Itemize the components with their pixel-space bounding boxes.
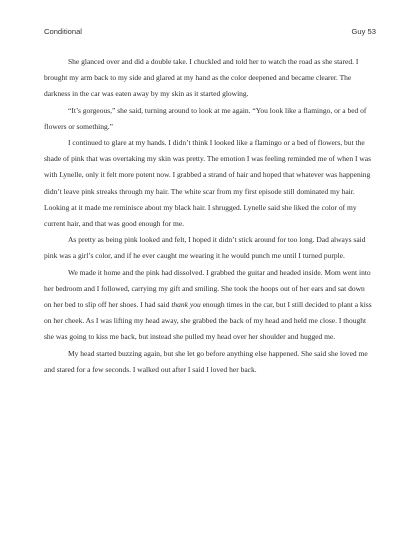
paragraph: She glanced over and did a double take. I chuckled and told her to watch the road as she stared. I brought my arm back to my side and glared at my hand as the color deepened and became clearer. The darkness in the car was eaten away by my skin as it started glowing. [44,57,359,99]
paragraph: As pretty as being pink looked and felt, I hoped it didn’t stick around for too long. Dad always said pink was a girl’s color, and if he ever caught me wearing it he would punch me until I turned purple. [44,235,366,261]
paragraph-text: We made it home and the pink had dissolved. I grabbed the guitar and headed inside. Mom went into her bedroom and I followed, carrying my gift and smiling. She took the hoops out of her ears and sat down on her bed to slip off her shoes. I had said [44,267,371,310]
paragraph: My head started buzzing again, but she let go before anything else happened. She said she loved me and stared for a few seconds. I walked out after I said I loved her back. [44,348,368,374]
manuscript-body [44,54,374,378]
header-title: Conditional [44,27,82,36]
emphasized-text: thank you [171,300,201,310]
paragraph: “It’s gorgeous,” she said, turning around to look at me again. “You look like a flamingo, or a bed of flowers or something.” [44,105,367,131]
paragraph [44,265,374,346]
header-page-number: Guy 53 [351,27,376,36]
paragraph: I continued to glare at my hands. I didn’t think I looked like a flamingo or a bed of flowers, but the shade of pink that was overtaking my skin was pretty. The emotion I was feeling reminded me of when I was with Lynelle, only it felt more potent now. I grabbed a strand of hair and hoped that whatever was happening didn’t leave pink streaks through my hair. The white scar from my first episode still dominated my hair. Looking at it made me reminisce about my black hair. I shrugged. Lynelle said she liked the color of my current hair, and that was good enough for me. [44,138,372,229]
page-header [44,27,376,36]
paragraph-text: enough times in the car, but I still decided to plant a kiss on her cheek. As I was lifting my head away, she grabbed the back of my head and held me close. I thought she was going to kiss me back, but instead she pulled my head over her shoulder and hugged me. [44,300,372,342]
